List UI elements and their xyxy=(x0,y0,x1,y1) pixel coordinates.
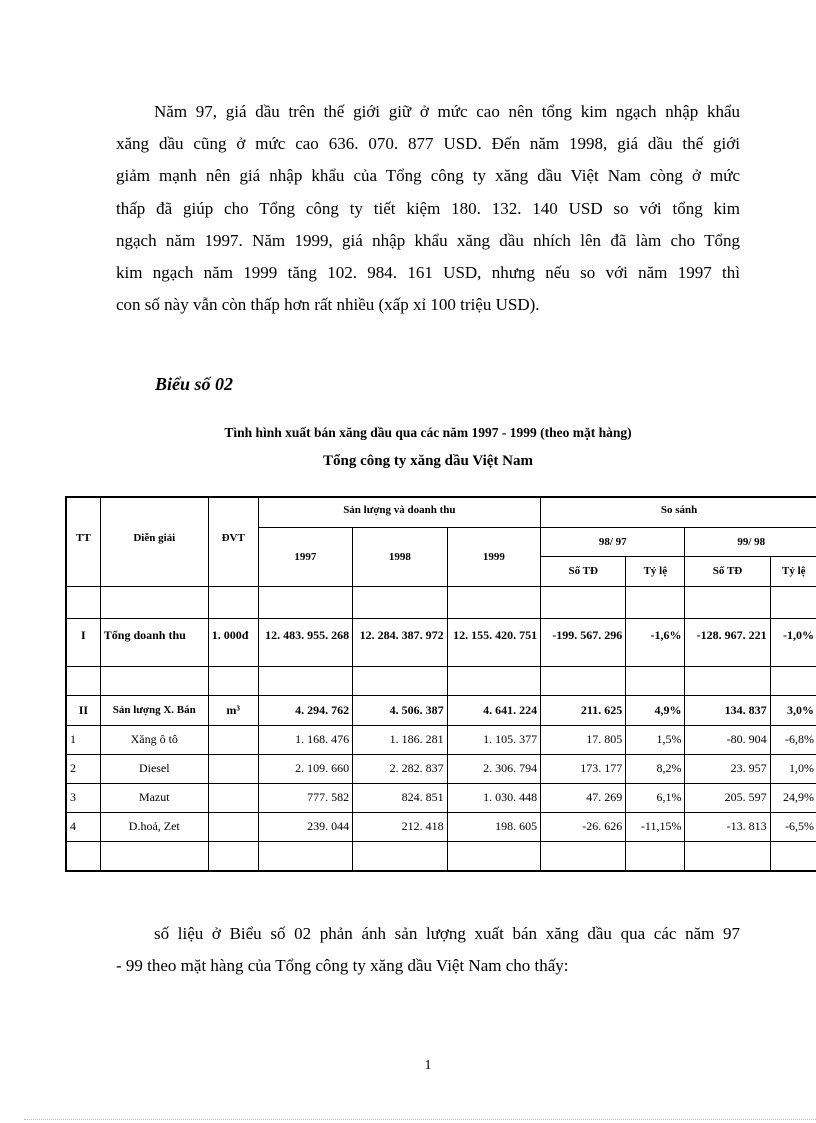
cell-ty-le: -6,8% xyxy=(770,725,816,754)
cell-so-td: -26. 626 xyxy=(541,812,626,841)
footer-divider xyxy=(24,1119,816,1120)
cell-ty-le: 8,2% xyxy=(626,754,685,783)
cell-ty-le: -1,6% xyxy=(626,618,685,666)
cell-1998: 212. 418 xyxy=(353,812,448,841)
page-number: 1 xyxy=(424,1058,432,1073)
paragraph-line: số liệu ở Biểu số 02 phản ánh sản lượng xuất bán xăng dầu qua các năm 97 xyxy=(154,924,740,943)
cell-1999: 12. 155. 420. 751 xyxy=(447,618,540,666)
cell-so-td: -128. 967. 221 xyxy=(685,618,770,666)
cell-so-td: -199. 567. 296 xyxy=(541,618,626,666)
cell-name: D.hoả, Zet xyxy=(100,812,208,841)
paragraph-line: giảm mạnh nên giá nhập khẩu của Tổng công ty xăng dầu Việt Nam còng ở mức xyxy=(116,166,740,186)
header-99-98: 99/ 98 xyxy=(685,527,816,556)
cell-so-td: 17. 805 xyxy=(541,725,626,754)
table-title: Tình hình xuất bán xăng dầu qua các năm 1997 - 1999 (theo mặt hàng) xyxy=(224,425,632,440)
table-row xyxy=(66,754,816,783)
paragraph-conclusion xyxy=(116,918,740,982)
cell-ty-le: -6,5% xyxy=(770,812,816,841)
header-ty-le: Tỷ lệ xyxy=(770,556,816,586)
cell-1999: 2. 306. 794 xyxy=(447,754,540,783)
header-san-luong: Sản lượng và doanh thu xyxy=(258,497,540,527)
cell-tt: II xyxy=(66,695,100,725)
cell-so-td: 23. 957 xyxy=(685,754,770,783)
header-so-td: Số TĐ xyxy=(541,556,626,586)
cell-tt: 2 xyxy=(66,754,100,783)
cell-unit: 1. 000đ xyxy=(208,618,258,666)
table-row xyxy=(66,618,816,666)
table-row xyxy=(66,812,816,841)
cell-so-td: 211. 625 xyxy=(541,695,626,725)
cell-unit: m³ xyxy=(208,695,258,725)
cell-tt: 3 xyxy=(66,783,100,812)
paragraph-line: kim ngạch năm 1999 tăng 102. 984. 161 USD, nhưng nếu so với năm 1997 thì xyxy=(116,263,740,283)
cell-1999: 1. 030. 448 xyxy=(447,783,540,812)
cell-name: Tổng doanh thu xyxy=(100,618,208,666)
header-1998: 1998 xyxy=(353,527,448,586)
cell-1997: 1. 168. 476 xyxy=(258,725,353,754)
table-row xyxy=(66,695,816,725)
cell-ty-le: 6,1% xyxy=(626,783,685,812)
paragraph-line: con số này vẫn còn thấp hơn rất nhiều (xấp xỉ 100 triệu USD). xyxy=(116,295,540,315)
cell-unit xyxy=(208,754,258,783)
cell-tt: 4 xyxy=(66,812,100,841)
paragraph-line: thấp đã giúp cho Tổng công ty tiết kiệm 180. 132. 140 USD so với tổng kim xyxy=(116,198,740,218)
cell-ty-le: 1,0% xyxy=(770,754,816,783)
cell-so-td: 173. 177 xyxy=(541,754,626,783)
cell-1997: 4. 294. 762 xyxy=(258,695,353,725)
cell-name: Mazut xyxy=(100,783,208,812)
table-row xyxy=(66,783,816,812)
cell-ty-le: 4,9% xyxy=(626,695,685,725)
cell-name: Sản lượng X. Bán xyxy=(100,695,208,725)
header-so-sanh: So sánh xyxy=(541,497,816,527)
header-ty-le: Tỷ lệ xyxy=(626,556,685,586)
table-subtitle: Tổng công ty xăng dầu Việt Nam xyxy=(322,453,534,469)
table-row xyxy=(66,725,816,754)
paragraph-line: xăng dầu cũng ở mức cao 636. 070. 877 USD. Đến năm 1998, giá dầu thế giới xyxy=(116,134,740,154)
cell-unit xyxy=(208,725,258,754)
data-table xyxy=(65,496,816,872)
table-row-empty xyxy=(66,666,816,695)
cell-name: Diesel xyxy=(100,754,208,783)
cell-1997: 12. 483. 955. 268 xyxy=(258,618,353,666)
header-tt: TT xyxy=(66,497,100,586)
cell-1998: 1. 186. 281 xyxy=(353,725,448,754)
header-dien-giai: Diễn giải xyxy=(100,497,208,586)
cell-so-td: -13. 813 xyxy=(685,812,770,841)
header-98-97: 98/ 97 xyxy=(541,527,685,556)
cell-so-td: 134. 837 xyxy=(685,695,770,725)
cell-1998: 12. 284. 387. 972 xyxy=(353,618,448,666)
cell-ty-le: -1,0% xyxy=(770,618,816,666)
paragraph-line: Năm 97, giá dầu trên thế giới giữ ở mức cao nên tổng kim ngạch nhập khẩu xyxy=(154,102,740,121)
cell-1998: 2. 282. 837 xyxy=(353,754,448,783)
table-label: Biểu số 02 xyxy=(155,374,234,394)
cell-ty-le: 3,0% xyxy=(770,695,816,725)
paragraph-line: ngạch năm 1997. Năm 1999, giá nhập khẩu xăng dầu nhích lên đã làm cho Tổng xyxy=(116,230,740,250)
cell-ty-le: 1,5% xyxy=(626,725,685,754)
cell-1997: 2. 109. 660 xyxy=(258,754,353,783)
cell-1998: 4. 506. 387 xyxy=(353,695,448,725)
header-1997: 1997 xyxy=(258,527,353,586)
cell-1997: 239. 044 xyxy=(258,812,353,841)
table-row-empty xyxy=(66,586,816,618)
cell-name: Xăng ô tô xyxy=(100,725,208,754)
header-dvt: ĐVT xyxy=(208,497,258,586)
cell-unit xyxy=(208,812,258,841)
cell-1999: 198. 605 xyxy=(447,812,540,841)
cell-so-td: 47. 269 xyxy=(541,783,626,812)
cell-1998: 824. 851 xyxy=(353,783,448,812)
table-row-empty xyxy=(66,841,816,871)
cell-tt: 1 xyxy=(66,725,100,754)
cell-ty-le: -11,15% xyxy=(626,812,685,841)
cell-1999: 4. 641. 224 xyxy=(447,695,540,725)
paragraph-line: - 99 theo mặt hàng của Tổng công ty xăng dầu Việt Nam cho thấy: xyxy=(116,956,569,976)
paragraph-intro xyxy=(116,96,740,321)
header-1999: 1999 xyxy=(447,527,540,586)
cell-1997: 777. 582 xyxy=(258,783,353,812)
cell-unit xyxy=(208,783,258,812)
header-so-td: Số TĐ xyxy=(685,556,770,586)
cell-tt: I xyxy=(66,618,100,666)
cell-ty-le: 24,9% xyxy=(770,783,816,812)
cell-1999: 1. 105. 377 xyxy=(447,725,540,754)
cell-so-td: 205. 597 xyxy=(685,783,770,812)
cell-so-td: -80. 904 xyxy=(685,725,770,754)
